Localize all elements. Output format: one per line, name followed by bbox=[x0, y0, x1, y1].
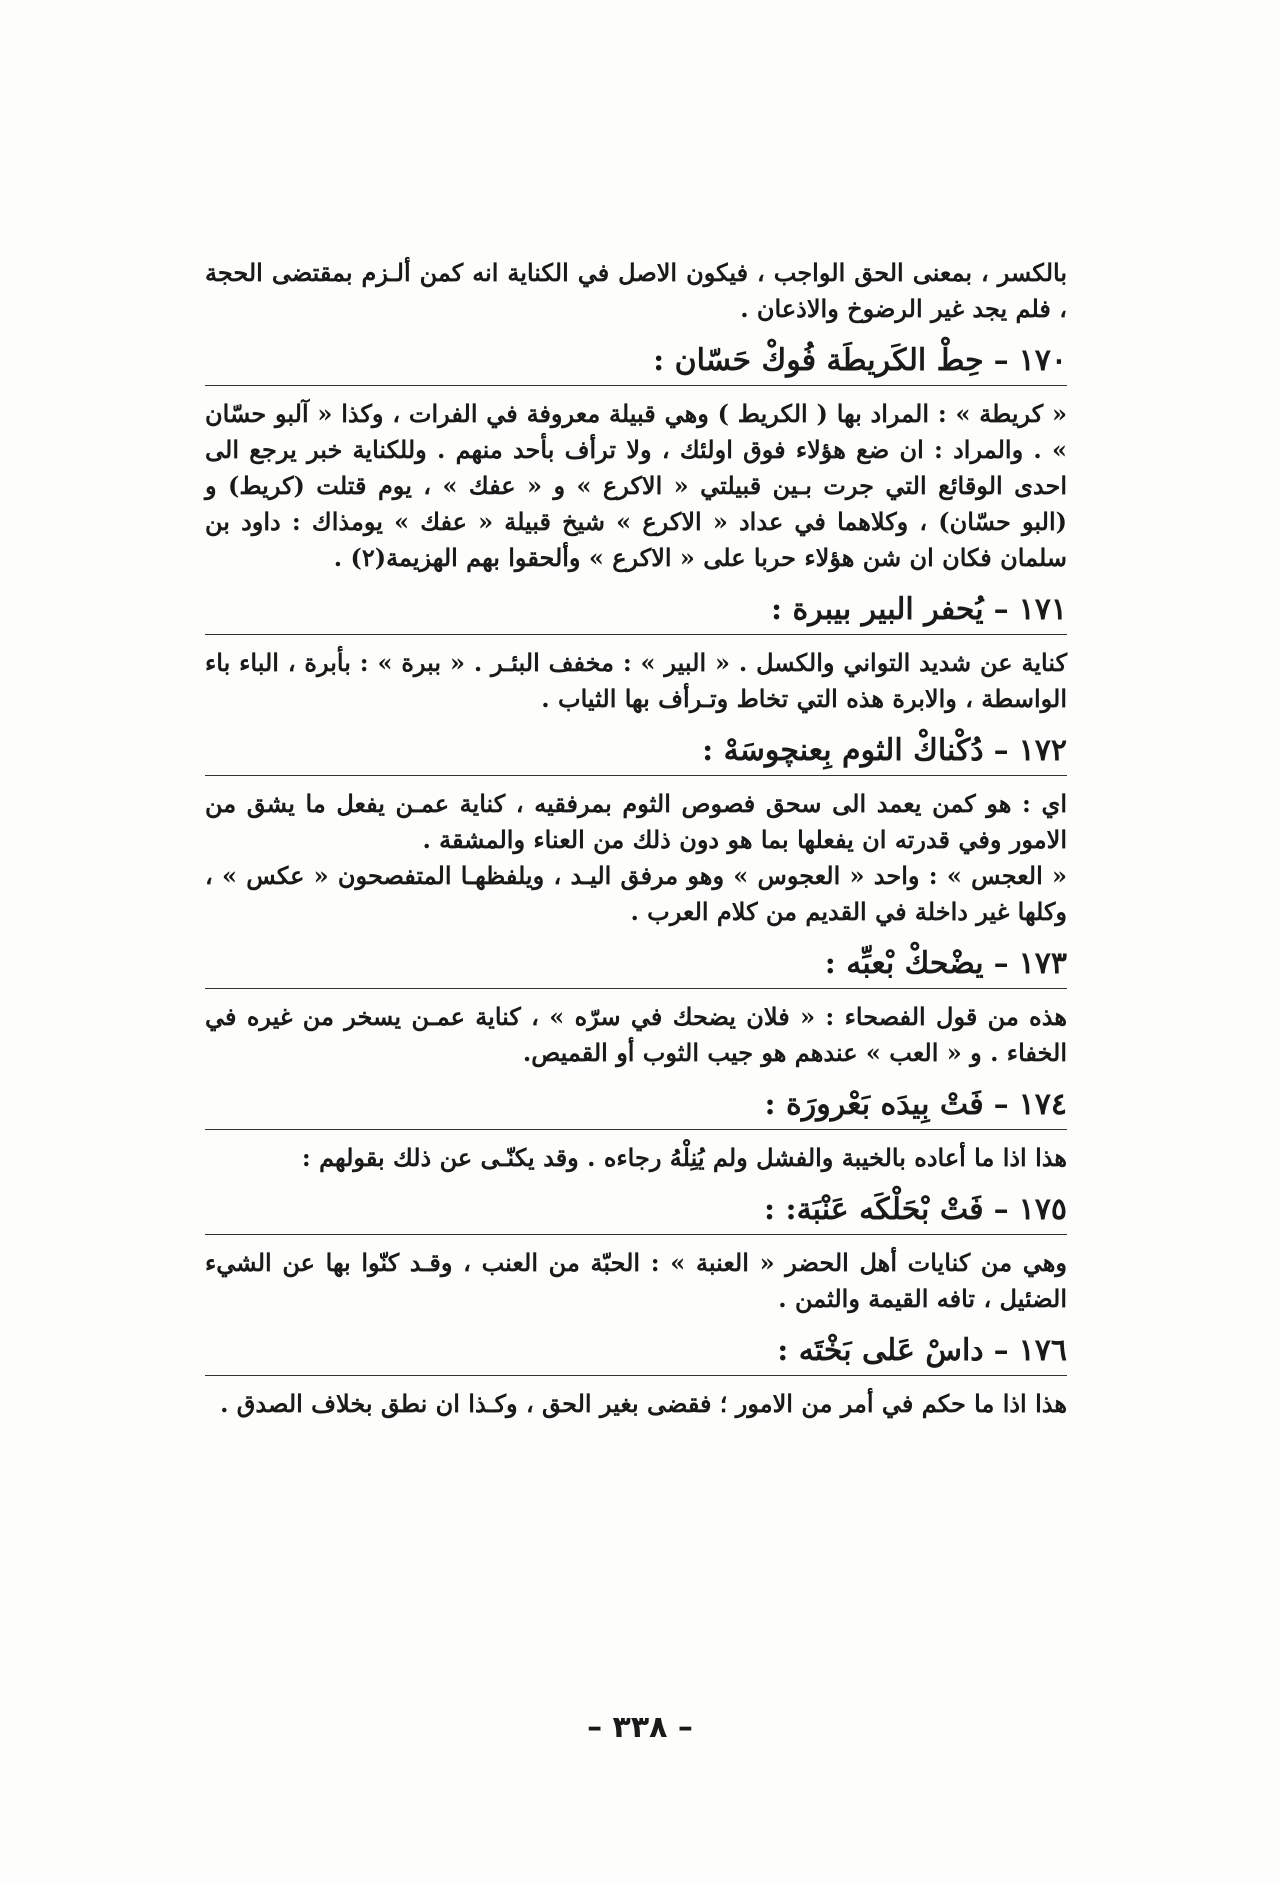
entry-heading bbox=[205, 1190, 1067, 1235]
entry-title: فَتْ بِيدَه بَعْرورَة : bbox=[764, 1087, 984, 1122]
entry-section bbox=[205, 1190, 1067, 1317]
entry-heading bbox=[205, 590, 1067, 635]
intro-paragraph: بالكسر ، بمعنى الحق الواجب ، فيكون الاصل في الكناية انه كمن ألـزم بمقتضى الحجة ، فلم يجد غير الرضوخ والاذعان . bbox=[205, 258, 1067, 323]
entry-dash: – bbox=[993, 946, 1009, 981]
entry-heading bbox=[205, 944, 1067, 989]
entry-paragraph: كناية عن شديد التواني والكسل . « البير » : مخفف البئـر . « ببرة » : بأبرة ، الباء باء الواسطة ، والابرة هذه التي تخاط وتـرأف بها الثياب . bbox=[205, 648, 1067, 713]
entry-title: حِطْ الكَريطَة فُوكْ حَسّان : bbox=[653, 343, 984, 378]
entry-paragraph: « العجس » : واحد « العجوس » وهو مرفق اليـد ، ويلفظهـا المتفصحون « عكس » ، وكلها غير داخلة في القديم من كلام العرب . bbox=[205, 861, 1067, 926]
entry-heading bbox=[205, 1085, 1067, 1130]
entry-paragraph: وهي من كنايات أهل الحضر « العنبة » : الحبّة من العنب ، وقـد كنّوا بها عن الشيء الضئيل ، تافه القيمة والثمن . bbox=[205, 1248, 1067, 1313]
page-number: – ٣٣٨ – bbox=[587, 1710, 693, 1745]
entry-dash: – bbox=[993, 1333, 1009, 1368]
entry-number: ١٧٣ bbox=[1018, 946, 1067, 981]
entry-paragraph: هذا اذا ما حكم في أمر من الامور ؛ فقضى بغير الحق ، وكـذا ان نطق بخلاف الصدق . bbox=[220, 1389, 1067, 1418]
entry-section bbox=[205, 944, 1067, 1071]
entry-number: ١٧٤ bbox=[1018, 1087, 1067, 1122]
entry-dash: – bbox=[993, 592, 1009, 627]
entry-paragraph: اي : هو كمن يعمد الى سحق فصوص الثوم بمرفقيه ، كناية عمـن يفعل ما يشق من الامور وفي قدرته ان يفعلها بما هو دون ذلك من العناء والمشقة . bbox=[205, 789, 1067, 854]
entry-number: ١٧٠ bbox=[1018, 343, 1067, 378]
entry-dash: – bbox=[993, 1192, 1009, 1227]
entry-section bbox=[205, 731, 1067, 930]
entry-title: يضْحكْ بْعبِّه : bbox=[824, 946, 984, 981]
entry-number: ١٧٦ bbox=[1018, 1333, 1067, 1368]
entry-title: فَتْ بْحَلْكَه عَنْبَة: : bbox=[763, 1192, 984, 1227]
entry-heading bbox=[205, 341, 1067, 386]
entry-section bbox=[205, 341, 1067, 576]
entry-section bbox=[205, 1331, 1067, 1422]
entry-number: ١٧١ bbox=[1018, 592, 1067, 627]
entry-number: ١٧٥ bbox=[1018, 1192, 1067, 1227]
entry-paragraph: « كريطة » : المراد بها ( الكريط ) وهي قبيلة معروفة في الفرات ، وكذا « آلبو حسّان » . والمراد : ان ضع هؤلاء فوق اولئك ، ولا ترأف بأحد منهم . وللكناية خبر يرجع الى احدى الوقائع التي جرت بـين قبيلتي « الاكرع » و « عفك » ، يوم قتلت (كريط) و (البو حسّان) ، وكلاهما في عداد « الاكرع » شيخ قبيلة « عفك » يومذاك : داود بن سلمان فكان ان شن هؤلاء حربا على « الاكرع » وألحقوا بهم الهزيمة(٢) . bbox=[205, 399, 1067, 572]
entry-title: داسْ عَلى بَخْتَه : bbox=[777, 1333, 984, 1368]
entry-paragraph: هذا اذا ما أعاده بالخيبة والفشل ولم يُنِلْهُ رجاءه . وقد يكنّـى عن ذلك بقولهم : bbox=[301, 1143, 1067, 1172]
entry-heading bbox=[205, 731, 1067, 776]
entry-dash: – bbox=[993, 343, 1009, 378]
page-body bbox=[205, 255, 1067, 1428]
entry-dash: – bbox=[993, 1087, 1009, 1122]
sections-list bbox=[205, 341, 1067, 1422]
entry-section bbox=[205, 590, 1067, 717]
entry-dash: – bbox=[993, 733, 1009, 768]
entry-paragraph: هذه من قول الفصحاء : « فلان يضحك في سرّه » ، كناية عمـن يسخر من غيره في الخفاء . و « العب » عندهم هو جيب الثوب أو القميص. bbox=[205, 1002, 1067, 1067]
entry-heading bbox=[205, 1331, 1067, 1376]
entry-title: دُكْناكْ الثوم بِعنچوسَهْ : bbox=[702, 733, 984, 768]
entry-section bbox=[205, 1085, 1067, 1176]
entry-title: يُحفر البير بيبرة : bbox=[770, 592, 984, 627]
entry-number: ١٧٢ bbox=[1018, 733, 1067, 768]
